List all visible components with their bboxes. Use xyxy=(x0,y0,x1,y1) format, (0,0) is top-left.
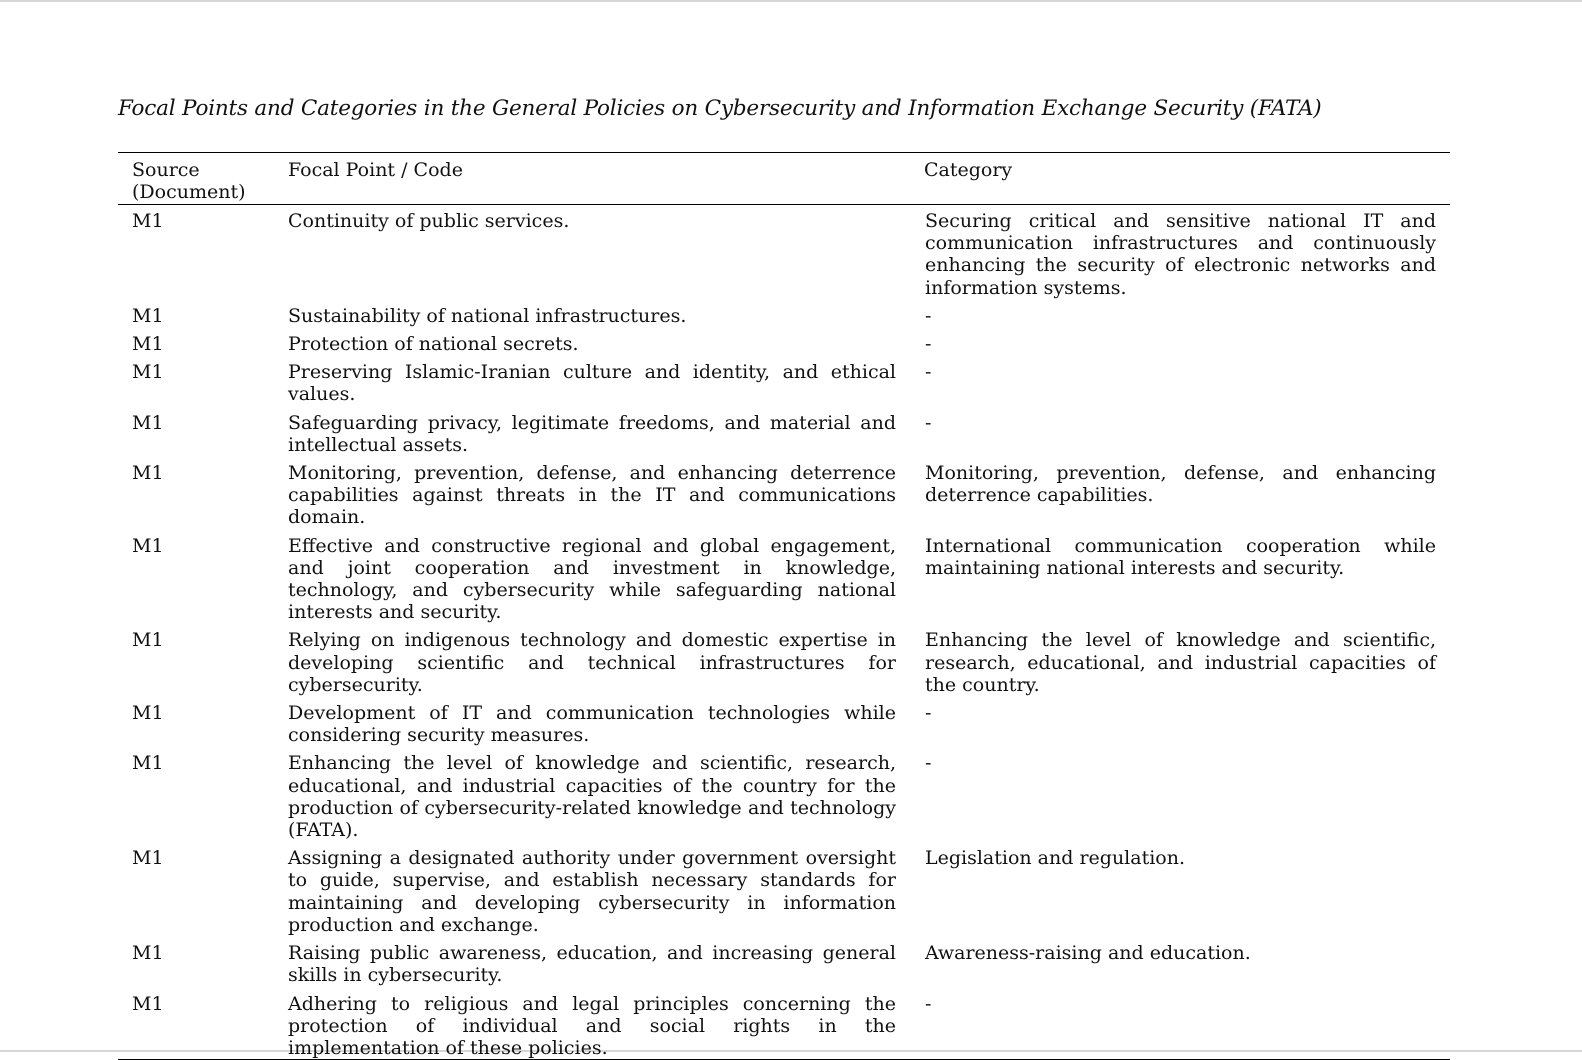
cell-source: M1 xyxy=(132,361,164,384)
cell-source: M1 xyxy=(132,333,164,356)
cell-source: M1 xyxy=(132,942,164,965)
cell-category: - xyxy=(925,752,932,775)
cell-category: Monitoring, prevention, defense, and enhancing deterrence capabilities. xyxy=(925,462,1436,507)
cell-source: M1 xyxy=(132,411,164,434)
cell-focal-point: Raising public awareness, education, and increasing general skills in cybersecurity. xyxy=(288,942,896,987)
cell-focal-point: Development of IT and communication technologies while considering security measures. xyxy=(288,702,896,747)
table-row xyxy=(118,459,1450,532)
cell-category: - xyxy=(925,702,932,725)
cell-source: M1 xyxy=(132,462,164,485)
table-caption: Focal Points and Categories in the General Policies on Cybersecurity and Information Exchange Security (FATA) xyxy=(118,96,1322,121)
table-row xyxy=(118,205,1450,302)
table-row xyxy=(118,358,1450,408)
table-row xyxy=(118,330,1450,358)
cell-focal-point: Protection of national secrets. xyxy=(288,333,579,356)
table-row xyxy=(118,749,1450,844)
cell-source: M1 xyxy=(132,534,164,557)
cell-source: M1 xyxy=(132,992,164,1015)
cell-source: M1 xyxy=(132,304,164,327)
cell-focal-point: Enhancing the level of knowledge and scientific, research, educational, and industrial capacities of the country for the production of cybersecurity-related knowledge and technology (FATA). xyxy=(288,752,896,842)
cell-category: - xyxy=(925,304,932,327)
cell-focal-point: Sustainability of national infrastructures. xyxy=(288,304,687,327)
cell-focal-point: Continuity of public services. xyxy=(288,210,570,232)
cell-category: Enhancing the level of knowledge and scientific, research, educational, and industrial capacities of the country. xyxy=(925,629,1436,696)
header-category: Category xyxy=(910,153,1450,205)
cell-category: Awareness-raising and education. xyxy=(925,942,1251,965)
cell-source: M1 xyxy=(132,702,164,725)
cell-focal-point: Relying on indigenous technology and domestic expertise in developing scientific and technical infrastructures for cybersecurity. xyxy=(288,629,896,696)
cell-focal-point: Assigning a designated authority under government oversight to guide, supervise, and establish necessary standards for maintaining and developing cybersecurity in information production and exchange. xyxy=(288,847,896,936)
cell-category: - xyxy=(925,992,932,1015)
cell-focal-point: Effective and constructive regional and global engagement, and joint cooperation and investment in knowledge, technology, and cybersecurity while safeguarding national interests and security. xyxy=(288,534,896,624)
cell-focal-point: Adhering to religious and legal principles concerning the protection of individual and social rights in the implementation of these policies. xyxy=(288,992,896,1059)
table-row xyxy=(118,699,1450,749)
table-row xyxy=(118,990,1450,1060)
table-row xyxy=(118,302,1450,330)
focal-points-table xyxy=(118,152,1450,1060)
cell-source: M1 xyxy=(132,752,164,775)
cell-focal-point: Monitoring, prevention, defense, and enhancing deterrence capabilities against threats in the IT and communications domain. xyxy=(288,462,896,529)
table-row xyxy=(118,409,1450,459)
table-row xyxy=(118,939,1450,989)
table-header-row xyxy=(118,153,1450,205)
table-row xyxy=(118,532,1450,627)
cell-category: - xyxy=(925,333,932,356)
cell-category: - xyxy=(925,361,932,384)
cell-category: - xyxy=(925,411,932,434)
table-row xyxy=(118,844,1450,939)
cell-focal-point: Safeguarding privacy, legitimate freedoms, and material and intellectual assets. xyxy=(288,411,896,456)
cell-source: M1 xyxy=(132,847,164,870)
header-source: Source (Document) xyxy=(118,153,274,205)
cell-category: International communication cooperation while maintaining national interests and security. xyxy=(925,534,1436,579)
cell-source: M1 xyxy=(132,629,164,652)
cell-category: Legislation and regulation. xyxy=(925,847,1186,870)
header-focal-point: Focal Point / Code xyxy=(274,153,910,205)
cell-focal-point: Preserving Islamic-Iranian culture and identity, and ethical values. xyxy=(288,361,896,406)
cell-category: Securing critical and sensitive national IT and communication infrastructures and continuously enhancing the security of electronic networks and information systems. xyxy=(925,210,1436,299)
cell-source: M1 xyxy=(132,210,164,232)
table-row xyxy=(118,626,1450,699)
